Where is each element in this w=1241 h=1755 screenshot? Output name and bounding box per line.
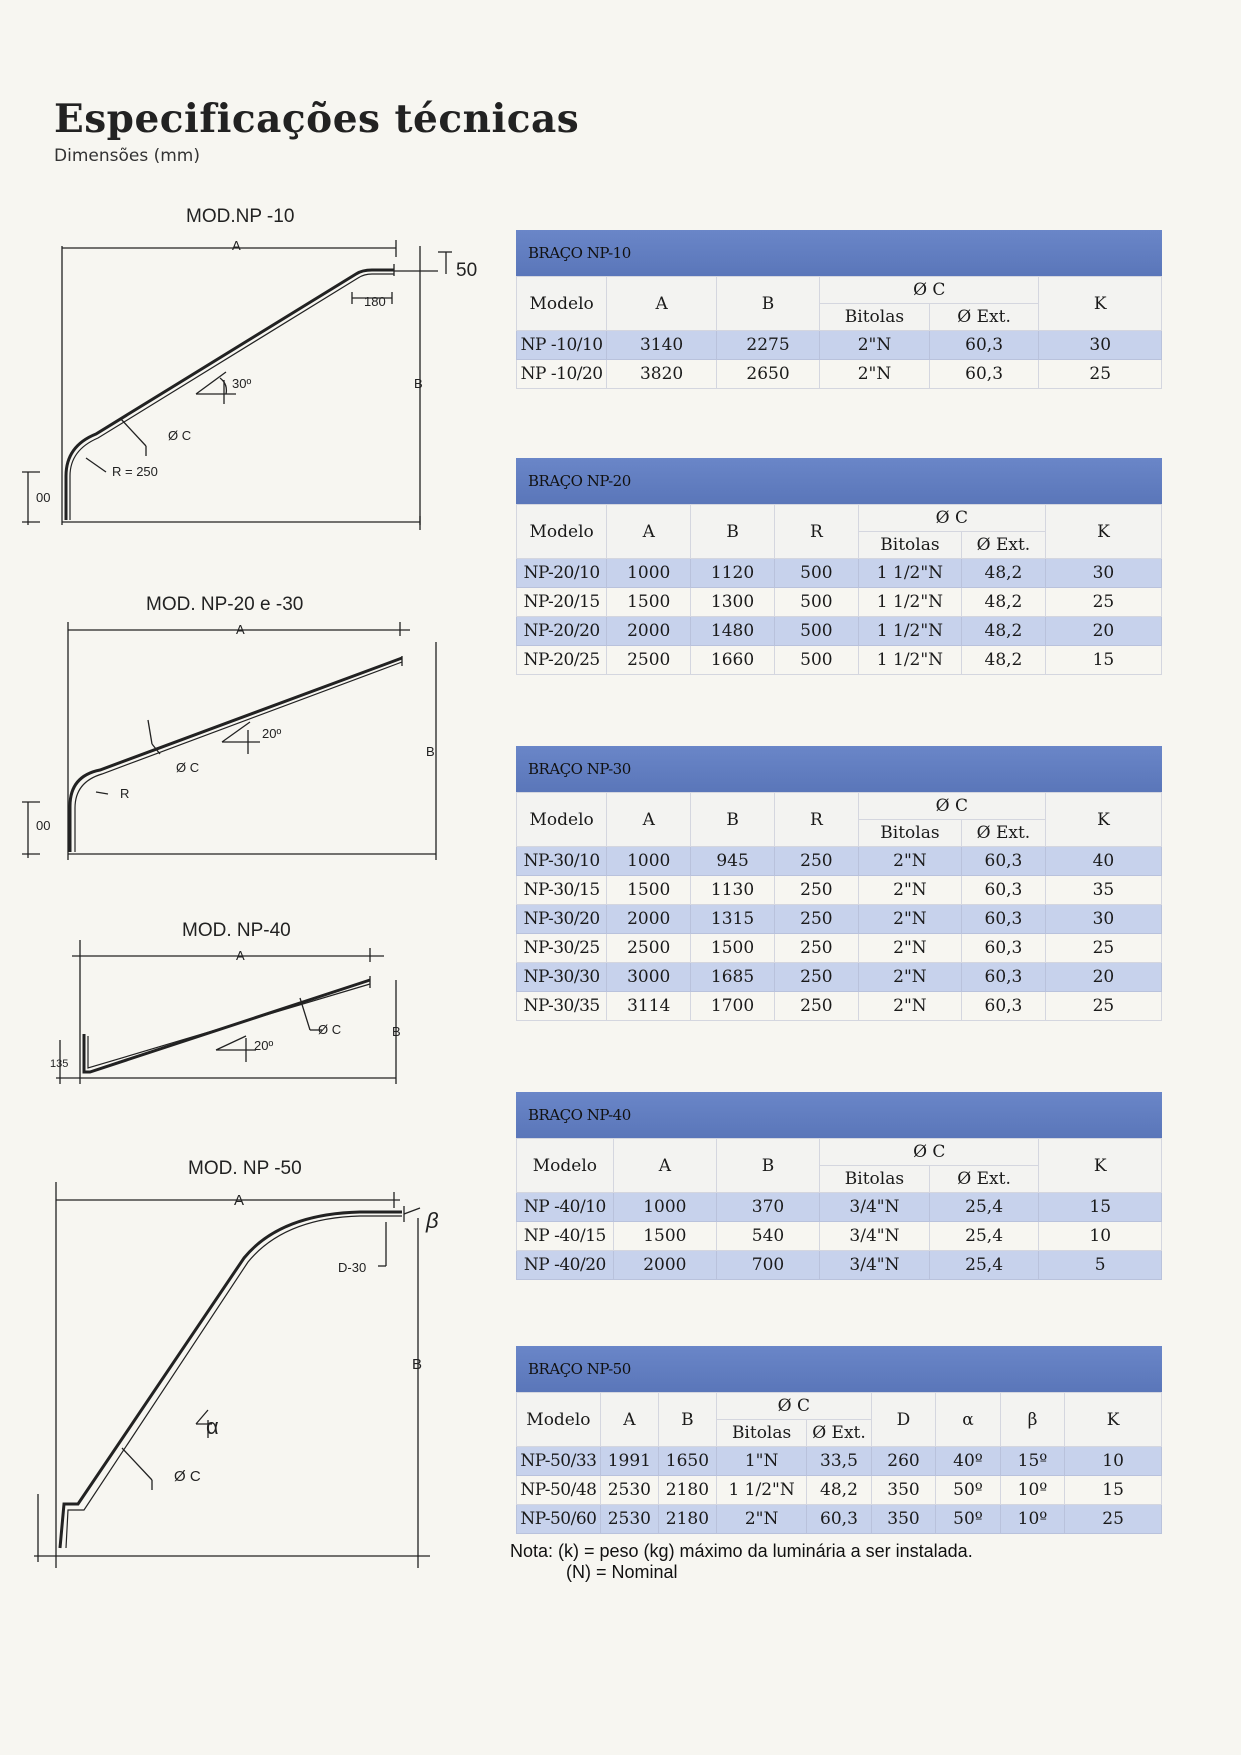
- table-np20: [516, 504, 1162, 675]
- cell-k: 10: [1039, 1222, 1162, 1251]
- cell-bitolas: 2"N: [858, 905, 961, 934]
- cell-r: 250: [774, 992, 858, 1021]
- col-b: B: [716, 1139, 819, 1193]
- cell-a: 1000: [607, 847, 691, 876]
- col-a: A: [613, 1139, 716, 1193]
- table-row: [517, 1222, 1162, 1251]
- cell-b: 1685: [691, 963, 775, 992]
- dim-180-label: 180: [364, 294, 386, 309]
- cell-ext: 25,4: [929, 1193, 1039, 1222]
- cell-a: 3140: [607, 331, 717, 360]
- col-b: B: [691, 793, 775, 847]
- col-bitolas: Bitolas: [716, 1420, 806, 1447]
- cell-a: 1500: [607, 876, 691, 905]
- dim-b-label: B: [414, 376, 423, 391]
- table-row: [517, 847, 1162, 876]
- diameter-label: Ø C: [174, 1468, 201, 1485]
- cell-k: 25: [1045, 992, 1161, 1021]
- cell-bitolas: 2"N: [858, 876, 961, 905]
- cell-modelo: NP-20/20: [517, 617, 607, 646]
- cell-modelo: NP-30/10: [517, 847, 607, 876]
- dim-left-label: 135: [50, 1058, 69, 1070]
- col-c: Ø C: [858, 793, 1045, 820]
- col-c: Ø C: [716, 1393, 871, 1420]
- cell-r: 500: [774, 646, 858, 675]
- table-np40-title: BRAÇO NP-40: [516, 1092, 1162, 1138]
- cell-ext: 25,4: [929, 1251, 1039, 1280]
- cell-a: 1000: [613, 1193, 716, 1222]
- table-row: [517, 963, 1162, 992]
- cell-modelo: NP-30/20: [517, 905, 607, 934]
- col-a: A: [607, 505, 691, 559]
- table-np20-block: [516, 458, 1162, 675]
- cell-k: 20: [1045, 617, 1161, 646]
- cell-a: 2530: [600, 1505, 658, 1534]
- cell-b: 370: [716, 1193, 819, 1222]
- table-np50: [516, 1392, 1162, 1534]
- beta-label: β: [426, 1208, 439, 1233]
- cell-b: 1480: [691, 617, 775, 646]
- diagram-np50-title: MOD. NP -50: [188, 1158, 302, 1179]
- cell-modelo: NP-20/25: [517, 646, 607, 675]
- dim-b-label: B: [392, 1024, 401, 1039]
- table-np40: [516, 1138, 1162, 1280]
- table-row: [517, 905, 1162, 934]
- table-row: [517, 1476, 1162, 1505]
- footnote-line-1: Nota: (k) = peso (kg) máximo da luminária a ser instalada.: [510, 1541, 973, 1561]
- cell-modelo: NP -40/15: [517, 1222, 614, 1251]
- footnote-line-2: (N) = Nominal: [566, 1562, 678, 1582]
- col-modelo: Modelo: [517, 277, 607, 331]
- cell-b: 945: [691, 847, 775, 876]
- col-b: B: [716, 277, 819, 331]
- diagram-np20-title: MOD. NP-20 e -30: [146, 594, 304, 615]
- cell-k: 15: [1039, 1193, 1162, 1222]
- dim-a-label: A: [234, 1192, 245, 1209]
- cell-a: 2000: [613, 1251, 716, 1280]
- table-row: [517, 1251, 1162, 1280]
- diameter-label: Ø C: [168, 428, 192, 443]
- table-np20-title: BRAÇO NP-20: [516, 458, 1162, 504]
- diameter-label: Ø C: [318, 1022, 342, 1037]
- cell-r: 250: [774, 847, 858, 876]
- cell-r: 500: [774, 559, 858, 588]
- cell-a: 2500: [607, 646, 691, 675]
- dim-d-label: D-30: [338, 1260, 367, 1275]
- page-subtitle: Dimensões (mm): [54, 146, 200, 166]
- cell-k: 20: [1045, 963, 1161, 992]
- cell-ext: 48,2: [962, 588, 1046, 617]
- cell-k: 15: [1065, 1476, 1162, 1505]
- cell-ext: 48,2: [962, 617, 1046, 646]
- cell-a: 3820: [607, 360, 717, 389]
- diagram-np20: [0, 596, 480, 866]
- radius-label: R: [120, 786, 130, 801]
- cell-ext: 60,3: [962, 905, 1046, 934]
- cell-modelo: NP-50/48: [517, 1476, 601, 1505]
- col-modelo: Modelo: [517, 1139, 614, 1193]
- cell-r: 250: [774, 876, 858, 905]
- col-d: D: [871, 1393, 936, 1447]
- cell-k: 30: [1045, 559, 1161, 588]
- col-ext: Ø Ext.: [962, 820, 1046, 847]
- cell-k: 25: [1045, 934, 1161, 963]
- cell-bitolas: 3/4"N: [820, 1251, 930, 1280]
- cell-k: 35: [1045, 876, 1161, 905]
- col-c: Ø C: [820, 277, 1039, 304]
- dim-a-label: A: [232, 238, 241, 253]
- col-k: K: [1045, 505, 1161, 559]
- cell-modelo: NP-50/60: [517, 1505, 601, 1534]
- cell-alpha: 50º: [936, 1476, 1001, 1505]
- cell-b: 1130: [691, 876, 775, 905]
- cell-ext: 60,3: [929, 360, 1039, 389]
- diagram-np40-title: MOD. NP-40: [182, 920, 291, 941]
- cell-bitolas: 2"N: [820, 331, 930, 360]
- table-np10: [516, 276, 1162, 389]
- col-r: R: [774, 793, 858, 847]
- cell-alpha: 50º: [936, 1505, 1001, 1534]
- cell-a: 1500: [607, 588, 691, 617]
- table-np10-block: [516, 230, 1162, 389]
- table-np40-block: [516, 1092, 1162, 1280]
- diagram-np50-drawing: [0, 1162, 480, 1572]
- cell-b: 1650: [658, 1447, 716, 1476]
- cell-bitolas: 1 1/2"N: [858, 617, 961, 646]
- col-bitolas: Bitolas: [820, 1166, 930, 1193]
- cell-b: 1700: [691, 992, 775, 1021]
- dim-a-label: A: [236, 622, 245, 637]
- cell-a: 2530: [600, 1476, 658, 1505]
- cell-r: 250: [774, 934, 858, 963]
- angle-label: 30º: [232, 376, 252, 391]
- cell-beta: 15º: [1000, 1447, 1065, 1476]
- cell-k: 30: [1039, 331, 1162, 360]
- cell-a: 1000: [607, 559, 691, 588]
- cell-d: 350: [871, 1505, 936, 1534]
- table-row: [517, 1505, 1162, 1534]
- table-np30-title: BRAÇO NP-30: [516, 746, 1162, 792]
- diagram-np50: [0, 1158, 480, 1572]
- cell-ext: 33,5: [807, 1447, 872, 1476]
- cell-a: 2500: [607, 934, 691, 963]
- cell-ext: 60,3: [929, 331, 1039, 360]
- dim-b-label: B: [426, 744, 435, 759]
- cell-b: 1120: [691, 559, 775, 588]
- cell-a: 1500: [613, 1222, 716, 1251]
- cell-bitolas: 2"N: [716, 1505, 806, 1534]
- table-np10-title: BRAÇO NP-10: [516, 230, 1162, 276]
- col-r: R: [774, 505, 858, 559]
- cell-k: 25: [1065, 1505, 1162, 1534]
- col-ext: Ø Ext.: [807, 1420, 872, 1447]
- col-bitolas: Bitolas: [858, 820, 961, 847]
- diagram-np40: [0, 922, 480, 1102]
- cell-r: 250: [774, 905, 858, 934]
- cell-bitolas: 2"N: [858, 934, 961, 963]
- cell-a: 2000: [607, 905, 691, 934]
- cell-ext: 48,2: [962, 646, 1046, 675]
- cell-b: 2180: [658, 1505, 716, 1534]
- cell-ext: 60,3: [807, 1505, 872, 1534]
- cell-k: 10: [1065, 1447, 1162, 1476]
- cell-modelo: NP-30/15: [517, 876, 607, 905]
- table-row: [517, 934, 1162, 963]
- col-k: K: [1065, 1393, 1162, 1447]
- cell-bitolas: 2"N: [858, 992, 961, 1021]
- cell-ext: 60,3: [962, 963, 1046, 992]
- cell-modelo: NP-20/15: [517, 588, 607, 617]
- table-np50-title: BRAÇO NP-50: [516, 1346, 1162, 1392]
- cell-bitolas: 2"N: [858, 847, 961, 876]
- col-b: B: [658, 1393, 716, 1447]
- cell-a: 3000: [607, 963, 691, 992]
- cell-k: 25: [1045, 588, 1161, 617]
- col-ext: Ø Ext.: [962, 532, 1046, 559]
- cell-modelo: NP-30/35: [517, 992, 607, 1021]
- cell-b: 540: [716, 1222, 819, 1251]
- cell-bitolas: 1 1/2"N: [858, 559, 961, 588]
- col-a: A: [607, 793, 691, 847]
- col-modelo: Modelo: [517, 793, 607, 847]
- table-row: [517, 559, 1162, 588]
- cell-modelo: NP-20/10: [517, 559, 607, 588]
- cell-bitolas: 1 1/2"N: [716, 1476, 806, 1505]
- cell-bitolas: 1 1/2"N: [858, 646, 961, 675]
- page-title: Especificações técnicas: [54, 96, 580, 142]
- cell-ext: 60,3: [962, 992, 1046, 1021]
- cell-bitolas: 2"N: [820, 360, 930, 389]
- cell-beta: 10º: [1000, 1476, 1065, 1505]
- cell-k: 30: [1045, 905, 1161, 934]
- cell-modelo: NP -10/20: [517, 360, 607, 389]
- col-k: K: [1045, 793, 1161, 847]
- table-row: [517, 360, 1162, 389]
- cell-modelo: NP-30/30: [517, 963, 607, 992]
- table-row: [517, 992, 1162, 1021]
- col-c: Ø C: [858, 505, 1045, 532]
- table-np30: [516, 792, 1162, 1021]
- cell-k: 5: [1039, 1251, 1162, 1280]
- cell-ext: 48,2: [807, 1476, 872, 1505]
- table-row: [517, 876, 1162, 905]
- col-modelo: Modelo: [517, 505, 607, 559]
- cell-alpha: 40º: [936, 1447, 1001, 1476]
- cell-ext: 60,3: [962, 934, 1046, 963]
- cell-ext: 25,4: [929, 1222, 1039, 1251]
- col-ext: Ø Ext.: [929, 1166, 1039, 1193]
- cell-bitolas: 2"N: [858, 963, 961, 992]
- col-bitolas: Bitolas: [820, 304, 930, 331]
- cell-modelo: NP -40/10: [517, 1193, 614, 1222]
- cell-bitolas: 3/4"N: [820, 1193, 930, 1222]
- cell-b: 1300: [691, 588, 775, 617]
- col-modelo: Modelo: [517, 1393, 601, 1447]
- cell-r: 500: [774, 617, 858, 646]
- cell-modelo: NP -40/20: [517, 1251, 614, 1280]
- table-row: [517, 617, 1162, 646]
- table-row: [517, 1193, 1162, 1222]
- dim-50-label: 50: [456, 260, 478, 281]
- col-ext: Ø Ext.: [929, 304, 1039, 331]
- cell-k: 25: [1039, 360, 1162, 389]
- dim-a-label: A: [236, 948, 245, 963]
- alpha-label: α: [206, 1414, 219, 1439]
- cell-b: 700: [716, 1251, 819, 1280]
- cell-k: 40: [1045, 847, 1161, 876]
- cell-a: 2000: [607, 617, 691, 646]
- dim-left-label: 00: [36, 818, 51, 833]
- cell-b: 1500: [691, 934, 775, 963]
- cell-k: 15: [1045, 646, 1161, 675]
- cell-ext: 48,2: [962, 559, 1046, 588]
- table-np30-block: [516, 746, 1162, 1021]
- angle-label: 20º: [254, 1038, 274, 1053]
- cell-a: 1991: [600, 1447, 658, 1476]
- cell-b: 2275: [716, 331, 819, 360]
- col-k: K: [1039, 277, 1162, 331]
- cell-ext: 60,3: [962, 847, 1046, 876]
- cell-b: 1660: [691, 646, 775, 675]
- cell-d: 260: [871, 1447, 936, 1476]
- cell-r: 250: [774, 963, 858, 992]
- cell-modelo: NP -10/10: [517, 331, 607, 360]
- cell-modelo: NP-30/25: [517, 934, 607, 963]
- table-row: [517, 588, 1162, 617]
- cell-r: 500: [774, 588, 858, 617]
- col-a: A: [607, 277, 717, 331]
- diagram-np10: [0, 200, 480, 540]
- dim-b-label: B: [412, 1356, 423, 1373]
- table-np50-block: [516, 1346, 1162, 1534]
- cell-bitolas: 1"N: [716, 1447, 806, 1476]
- table-row: [517, 646, 1162, 675]
- col-b: B: [691, 505, 775, 559]
- radius-label: R = 250: [112, 464, 158, 479]
- cell-d: 350: [871, 1476, 936, 1505]
- diameter-label: Ø C: [176, 760, 200, 775]
- dim-left-label: 00: [36, 490, 51, 505]
- col-a: A: [600, 1393, 658, 1447]
- cell-b: 2180: [658, 1476, 716, 1505]
- cell-b: 1315: [691, 905, 775, 934]
- col-c: Ø C: [820, 1139, 1039, 1166]
- cell-bitolas: 3/4"N: [820, 1222, 930, 1251]
- col-alpha: α: [936, 1393, 1001, 1447]
- table-row: [517, 331, 1162, 360]
- cell-a: 3114: [607, 992, 691, 1021]
- cell-beta: 10º: [1000, 1505, 1065, 1534]
- cell-b: 2650: [716, 360, 819, 389]
- footnote: [510, 1541, 973, 1583]
- diagram-np10-title: MOD.NP -10: [186, 206, 295, 227]
- angle-label: 20º: [262, 726, 282, 741]
- cell-ext: 60,3: [962, 876, 1046, 905]
- col-k: K: [1039, 1139, 1162, 1193]
- cell-modelo: NP-50/33: [517, 1447, 601, 1476]
- table-row: [517, 1447, 1162, 1476]
- col-bitolas: Bitolas: [858, 532, 961, 559]
- cell-bitolas: 1 1/2"N: [858, 588, 961, 617]
- col-beta: β: [1000, 1393, 1065, 1447]
